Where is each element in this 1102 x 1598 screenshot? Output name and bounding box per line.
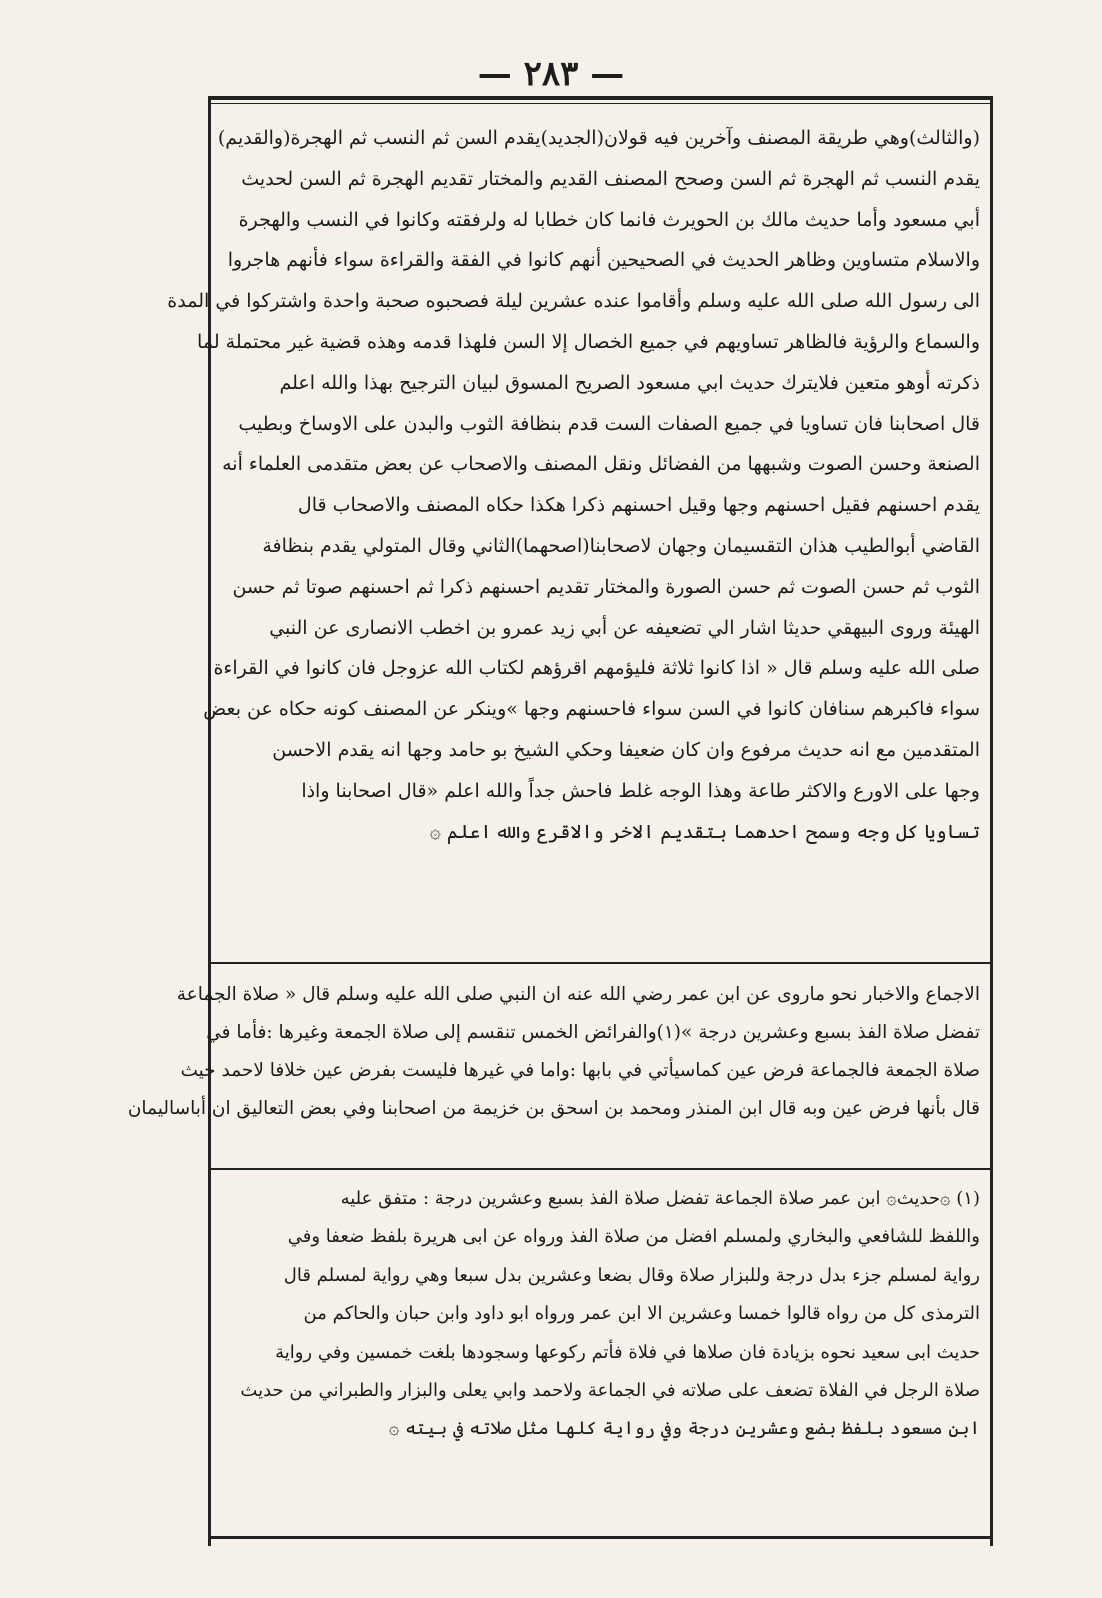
main-line: وجها على الاورع والاكثر طاعة وهذا الوجه غلط فاحش جداً والله اعلم «قال اصحابنا واذا xyxy=(301,779,980,802)
bottom-rule xyxy=(208,1536,993,1539)
footnote-divider xyxy=(208,1168,993,1170)
main-line: الهيئة وروى البيهقي حديثا اشار الي تضعيفه عن أبي زيد عمرو بن اخطب الانصارى عن النبي xyxy=(269,616,980,639)
main-line: الثوب ثم حسن الصوت ثم حسن الصورة والمختار تقديم احسنهم ذكرا ثم احسنهم صوتا ثم حسن xyxy=(232,575,980,598)
footnote-line: صلاة الرجل في الفلاة تضعف على صلاته في الجماعة ولاحمد وابي يعلى والبزار والطبراني من حديث xyxy=(240,1379,980,1401)
top-rule-thin xyxy=(208,103,993,104)
commentary-line: تفضل صلاة الفذ بسبع وعشرين درجة »(١)والفرائض الخمس تنقسم إلى صلاة الجمعة وغيرها :فأما في xyxy=(206,1022,980,1043)
main-text xyxy=(167,118,980,852)
commentary-line: الاجماع والاخبار نحو ماروى عن ابن عمر رضي الله عنه ان النبي صلى الله عليه وسلم قال « صلاة الجماعة xyxy=(176,984,980,1005)
main-line: ذكرته أوهو متعين فلايترك حديث ابي مسعود الصريح المسوق لبيان الترجيح بهذا والله اعلم xyxy=(279,371,980,394)
main-line: الى رسول الله صلى الله عليه وسلم وأقاموا عنده عشرين ليلة فصحبوه صحبة واحدة واشتركوا في المدة xyxy=(167,290,980,313)
main-line: المتقدمين مع انه حديث مرفوع وان كان ضعيفا وحكي الشيخ بو حامد وجها انه يقدم الاحسن xyxy=(272,738,980,761)
main-line: أبي مسعود وأما حديث مالك بن الحويرث فانما كان خطابا له ولرفقته وكانوا في النسب والهجرة xyxy=(238,208,980,231)
footnote-line: الترمذى كل من رواه قالوا خمسا وعشرين الا ابن عمر ورواه ابو داود وابن حبان والحاكم من xyxy=(303,1303,980,1325)
main-line: والاسلام متساوين وظاهر الحديث في الصحيحين أنهم كانوا في الفقة والقراءة سواء فأنهم هاجروا xyxy=(227,249,980,272)
main-line: والسماع والرؤية فالظاهر تساويهم في جميع الخصال إلا السن فلهذا قدمه وهذه قضية غير محتملة لما xyxy=(197,330,980,353)
page-number: — ٢٨٣ — xyxy=(477,54,625,94)
commentary-line: قال بأنها فرض عين وبه قال ابن المنذر ومحمد بن اسحق بن خزيمة من اصحابنا وفي بعض التعاليق ان أباساليمان xyxy=(127,1098,980,1119)
main-line: يقدم احسنهم فقيل احسنهم وجها وقيل احسنهم ذكرا هكذا حكاه المصنف والاصحاب قال xyxy=(297,494,980,517)
footnote-line: (١) ۞حديث۞ ابن عمر صلاة الجماعة تفضل صلاة الفذ بسبع وعشرين درجة : متفق عليه xyxy=(340,1188,980,1209)
top-rule xyxy=(208,96,993,100)
footnote-line: واللفظ للشافعي والبخاري ولمسلم افضل من صلاة الفذ ورواه عن ابى هريرة بلفظ ضعفا وفي xyxy=(287,1226,980,1248)
main-line: سواء فاكبرهم سنافان كانوا في السن سواء فاحسنهم وجها »وينكر عن المصنف كونه حكاه عن بعض xyxy=(203,698,980,721)
main-line: قال اصحابنا فان تساويا في جميع الصفات الست قدم بنظافة الثوب والبدن على الاوساخ وبطيب xyxy=(238,412,980,435)
footnote-line: حديث ابى سعيد نحوه بزيادة فان صلاها في فلاة فأتم ركوعها وسجودها بلغت خمسين وفي رواية xyxy=(275,1341,980,1363)
section-divider xyxy=(208,962,993,964)
footnote-line: رواية لمسلم جزء بدل درجة وللبزار صلاة وقال بضعا وعشرين بدل سبعا وهي رواية لمسلم قال xyxy=(283,1264,980,1286)
commentary-text xyxy=(127,976,980,1128)
commentary-line: صلاة الجمعة فالجماعة فرض عين كماسيأتي في بابها :واما في غيرها فليست بفرض عين خلافا لاحمد حيث xyxy=(180,1060,980,1081)
main-line: (والثالث)وهي طريقة المصنف وآخرين فيه قولان(الجديد)يقدم السن ثم النسب ثم الهجرة(والقديم) xyxy=(217,127,980,149)
main-line: يقدم النسب ثم الهجرة ثم السن وصحح المصنف القديم والمختار تقديم الهجرة ثم السن لحديث xyxy=(241,167,980,190)
footnote-line: ابن مسعود بلفظ بضع وعشرين درجة وفي رواية كلها مثل صلاته في بيته ۞ xyxy=(388,1418,980,1440)
main-line: الصنعة وحسن الصوت وشبهها من الفضائل ونقل المصنف والاصحاب عن بعض متقدمى العلماء أنه xyxy=(222,453,980,476)
main-line: تساويا كل وجه وسمح احدهما بتقديم الاخر والاقرع والله اعلم ۞ xyxy=(429,820,980,843)
main-line: صلى الله عليه وسلم قال « اذا كانوا ثلاثة فليؤمهم اقرؤهم لكتاب الله عزوجل فان كانوا في القراءة xyxy=(213,657,980,680)
footnote-text xyxy=(218,1180,980,1449)
main-line: القاضي أبوالطيب هذان التقسيمان وجهان لاصحابنا(اصحهما)الثاني وقال المتولي يقدم بنظافة xyxy=(262,534,980,557)
